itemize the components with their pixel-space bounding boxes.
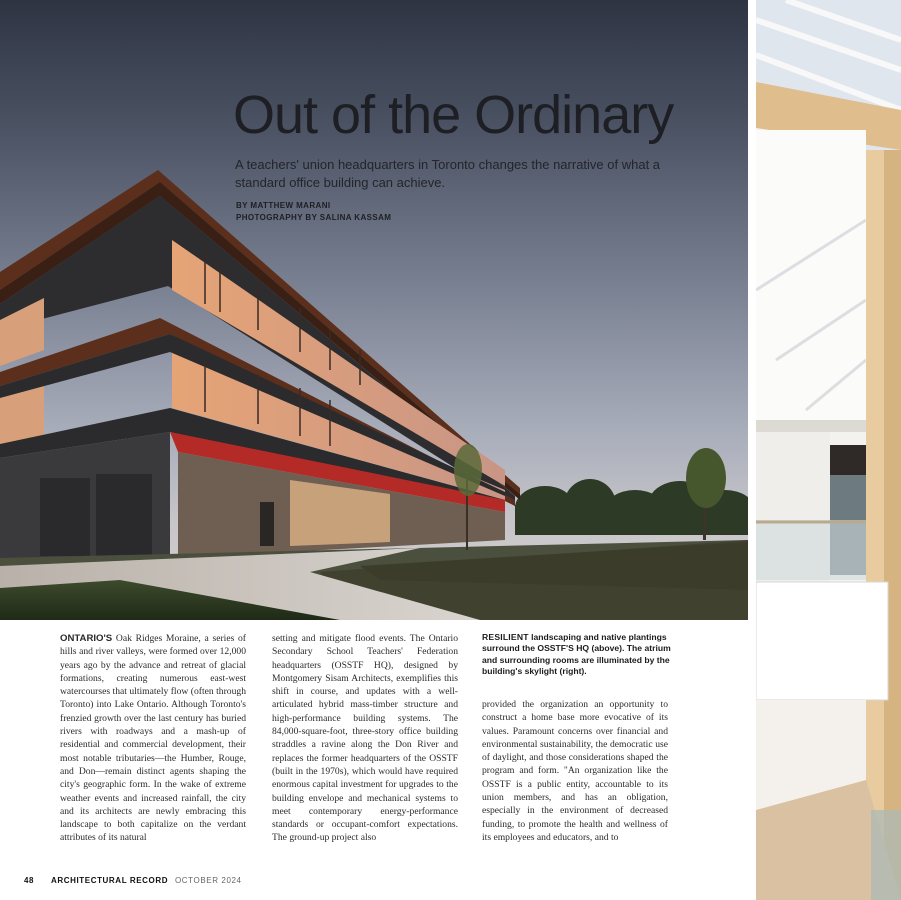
- body-column-3: [482, 698, 668, 844]
- atrium-illustration: [756, 0, 901, 900]
- lead-in: ONTARIO'S: [60, 633, 113, 644]
- article-dek: A teachers' union headquarters in Toronto changes the narrative of what a standard office building can achieve.: [235, 157, 661, 190]
- body-column-1: [60, 632, 246, 845]
- body-column-2: [272, 632, 458, 845]
- body-text-column-1: Oak Ridges Moraine, a series of hills and river valleys, were formed over 12,000 years ago by the advance and retreat of glacial formations, creating numerous east-west watercourses that ultimately flow (often through Toronto) into Lake Ontario. Although Toronto's frenzied growth over the last century has buried rivers with roadways and a mash-up of residential and commercial development, their most notable tributaries—the Humber, Rouge, and Don—remain distinct agents shaping the city's geographic form. In the wake of extreme weather events and increased rainfall, the city and its architects are newly embracing this landscape to both capitalize on the verdant attributes of its natural: [60, 633, 246, 844]
- caption-lead: RESILIENT: [482, 632, 529, 642]
- body-text-column-3: provided the organization an opportunity to construct a home base more evocative of its values. Paramount concerns over financial and environmental sustainability, the democratic use of daylight, and those considerations shaped the program and form. "An organization like the OSSTF is a public entity, accountable to its union members, and has an obligation, especially in the environment of decreased funding, to promote the health and wellness of its employees and educators, and to: [482, 699, 668, 843]
- caption-text: landscaping and native plantings surround the OSSTF'S HQ (above). The atrium and surrounding rooms are illuminated by the building's skylight (right).: [482, 632, 671, 677]
- magazine-name: ARCHITECTURAL RECORD: [50, 876, 169, 885]
- page-gutter: [748, 0, 756, 900]
- article-title: Out of the Ordinary: [233, 85, 674, 145]
- issue-date: OCTOBER 2024: [174, 876, 242, 885]
- atrium-photo: [756, 0, 901, 900]
- photo-caption: [482, 632, 672, 678]
- byline-author: BY MATTHEW MARANI: [236, 201, 331, 210]
- page-footer: [24, 876, 242, 885]
- body-text-column-2: setting and mitigate flood events. The Ontario Secondary School Teachers' Federation headquarters (OSSTF HQ), designed by Montgomery Sisam Architects, exemplifies this shift in course, and updates with a well-articulated hybrid mass-timber structure and high-performance building systems. The 84,000-square-foot, three-story office building straddles a ravine along the Don River and replaces the former headquarters of the OSSTF (built in the 1970s), which would have required enormous capital investment for upgrades to the building envelope and mechanical systems to meet contemporary energy-performance standards or occupant-comfort expectations. The ground-up project also: [272, 633, 458, 844]
- byline-photographer: PHOTOGRAPHY BY SALINA KASSAM: [236, 213, 392, 222]
- page-number: 48: [24, 876, 35, 885]
- byline: [236, 200, 391, 224]
